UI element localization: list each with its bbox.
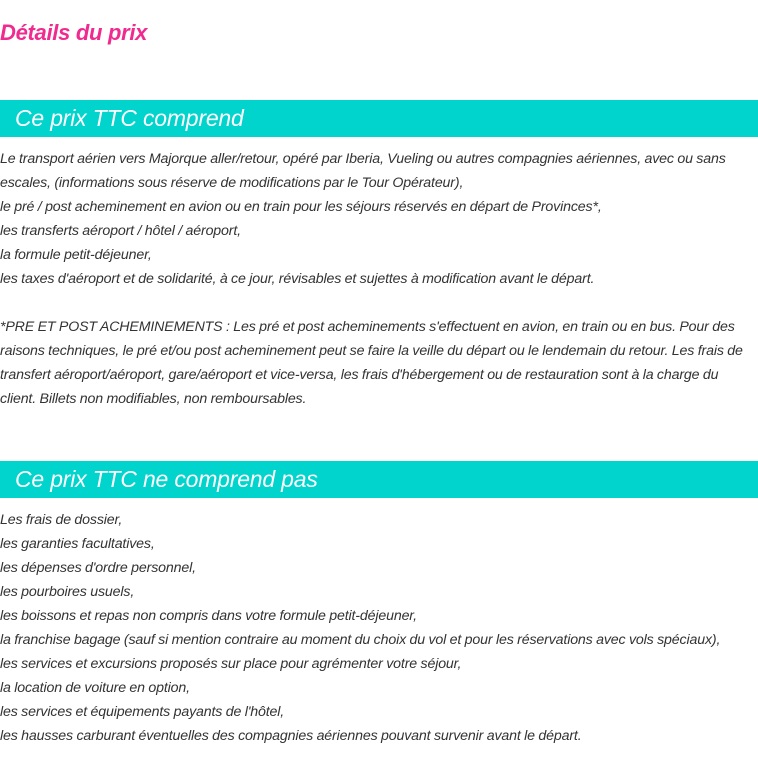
included-item: les transferts aéroport / hôtel / aéroport, (0, 223, 241, 239)
excluded-item: la location de voiture en option, (0, 680, 190, 696)
excluded-item: les garanties facultatives, (0, 536, 155, 552)
included-item: Le transport aérien vers Majorque aller/retour, opéré par Iberia, Vueling ou autres compagnies aériennes, avec ou sans escales, (informations sous réserve de modifications par le Tour Opérateur), (0, 151, 726, 191)
excluded-item: les pourboires usuels, (0, 584, 135, 600)
included-list (0, 147, 752, 291)
excluded-item: la franchise bagage (sauf si mention contraire au moment du choix du vol et pour les réservations avec vols spéciaux), (0, 632, 721, 648)
transport-note-text: *PRE ET POST ACHEMINEMENTS : Les pré et post acheminements s'effectuent en avion, en train ou en bus. Pour des raisons techniques, le pré et/ou post acheminement peut se faire la veille du départ ou le lendemain du retour. Les frais de transfert aéroport/aéroport, gare/aéroport et vice-versa, les frais d'hébergement ou de restauration sont à la charge du client. Billets non modifiables, non remboursables. (0, 319, 743, 407)
included-item: le pré / post acheminement en avion ou en train pour les séjours réservés en départ de Provinces*, (0, 199, 602, 215)
excluded-item: les services et excursions proposés sur place pour agrémenter votre séjour, (0, 656, 462, 672)
excluded-item: les boissons et repas non compris dans votre formule petit-déjeuner, (0, 608, 417, 624)
excluded-item: les hausses carburant éventuelles des compagnies aériennes pouvant survenir avant le départ. (0, 728, 582, 744)
excluded-section-header (0, 461, 758, 498)
excluded-item: Les frais de dossier, (0, 512, 123, 528)
excluded-item: les services et équipements payants de l'hôtel, (0, 704, 285, 720)
transport-note (0, 315, 752, 411)
included-section-header (0, 100, 758, 137)
included-item: les taxes d'aéroport et de solidarité, à ce jour, révisables et sujettes à modification avant le départ. (0, 271, 595, 287)
excluded-item: les dépenses d'ordre personnel, (0, 560, 196, 576)
included-heading: Ce prix TTC comprend (15, 105, 244, 131)
page-title: Détails du prix (0, 20, 148, 45)
included-item: la formule petit-déjeuner, (0, 247, 152, 263)
excluded-heading: Ce prix TTC ne comprend pas (15, 466, 318, 492)
excluded-list (0, 508, 752, 748)
